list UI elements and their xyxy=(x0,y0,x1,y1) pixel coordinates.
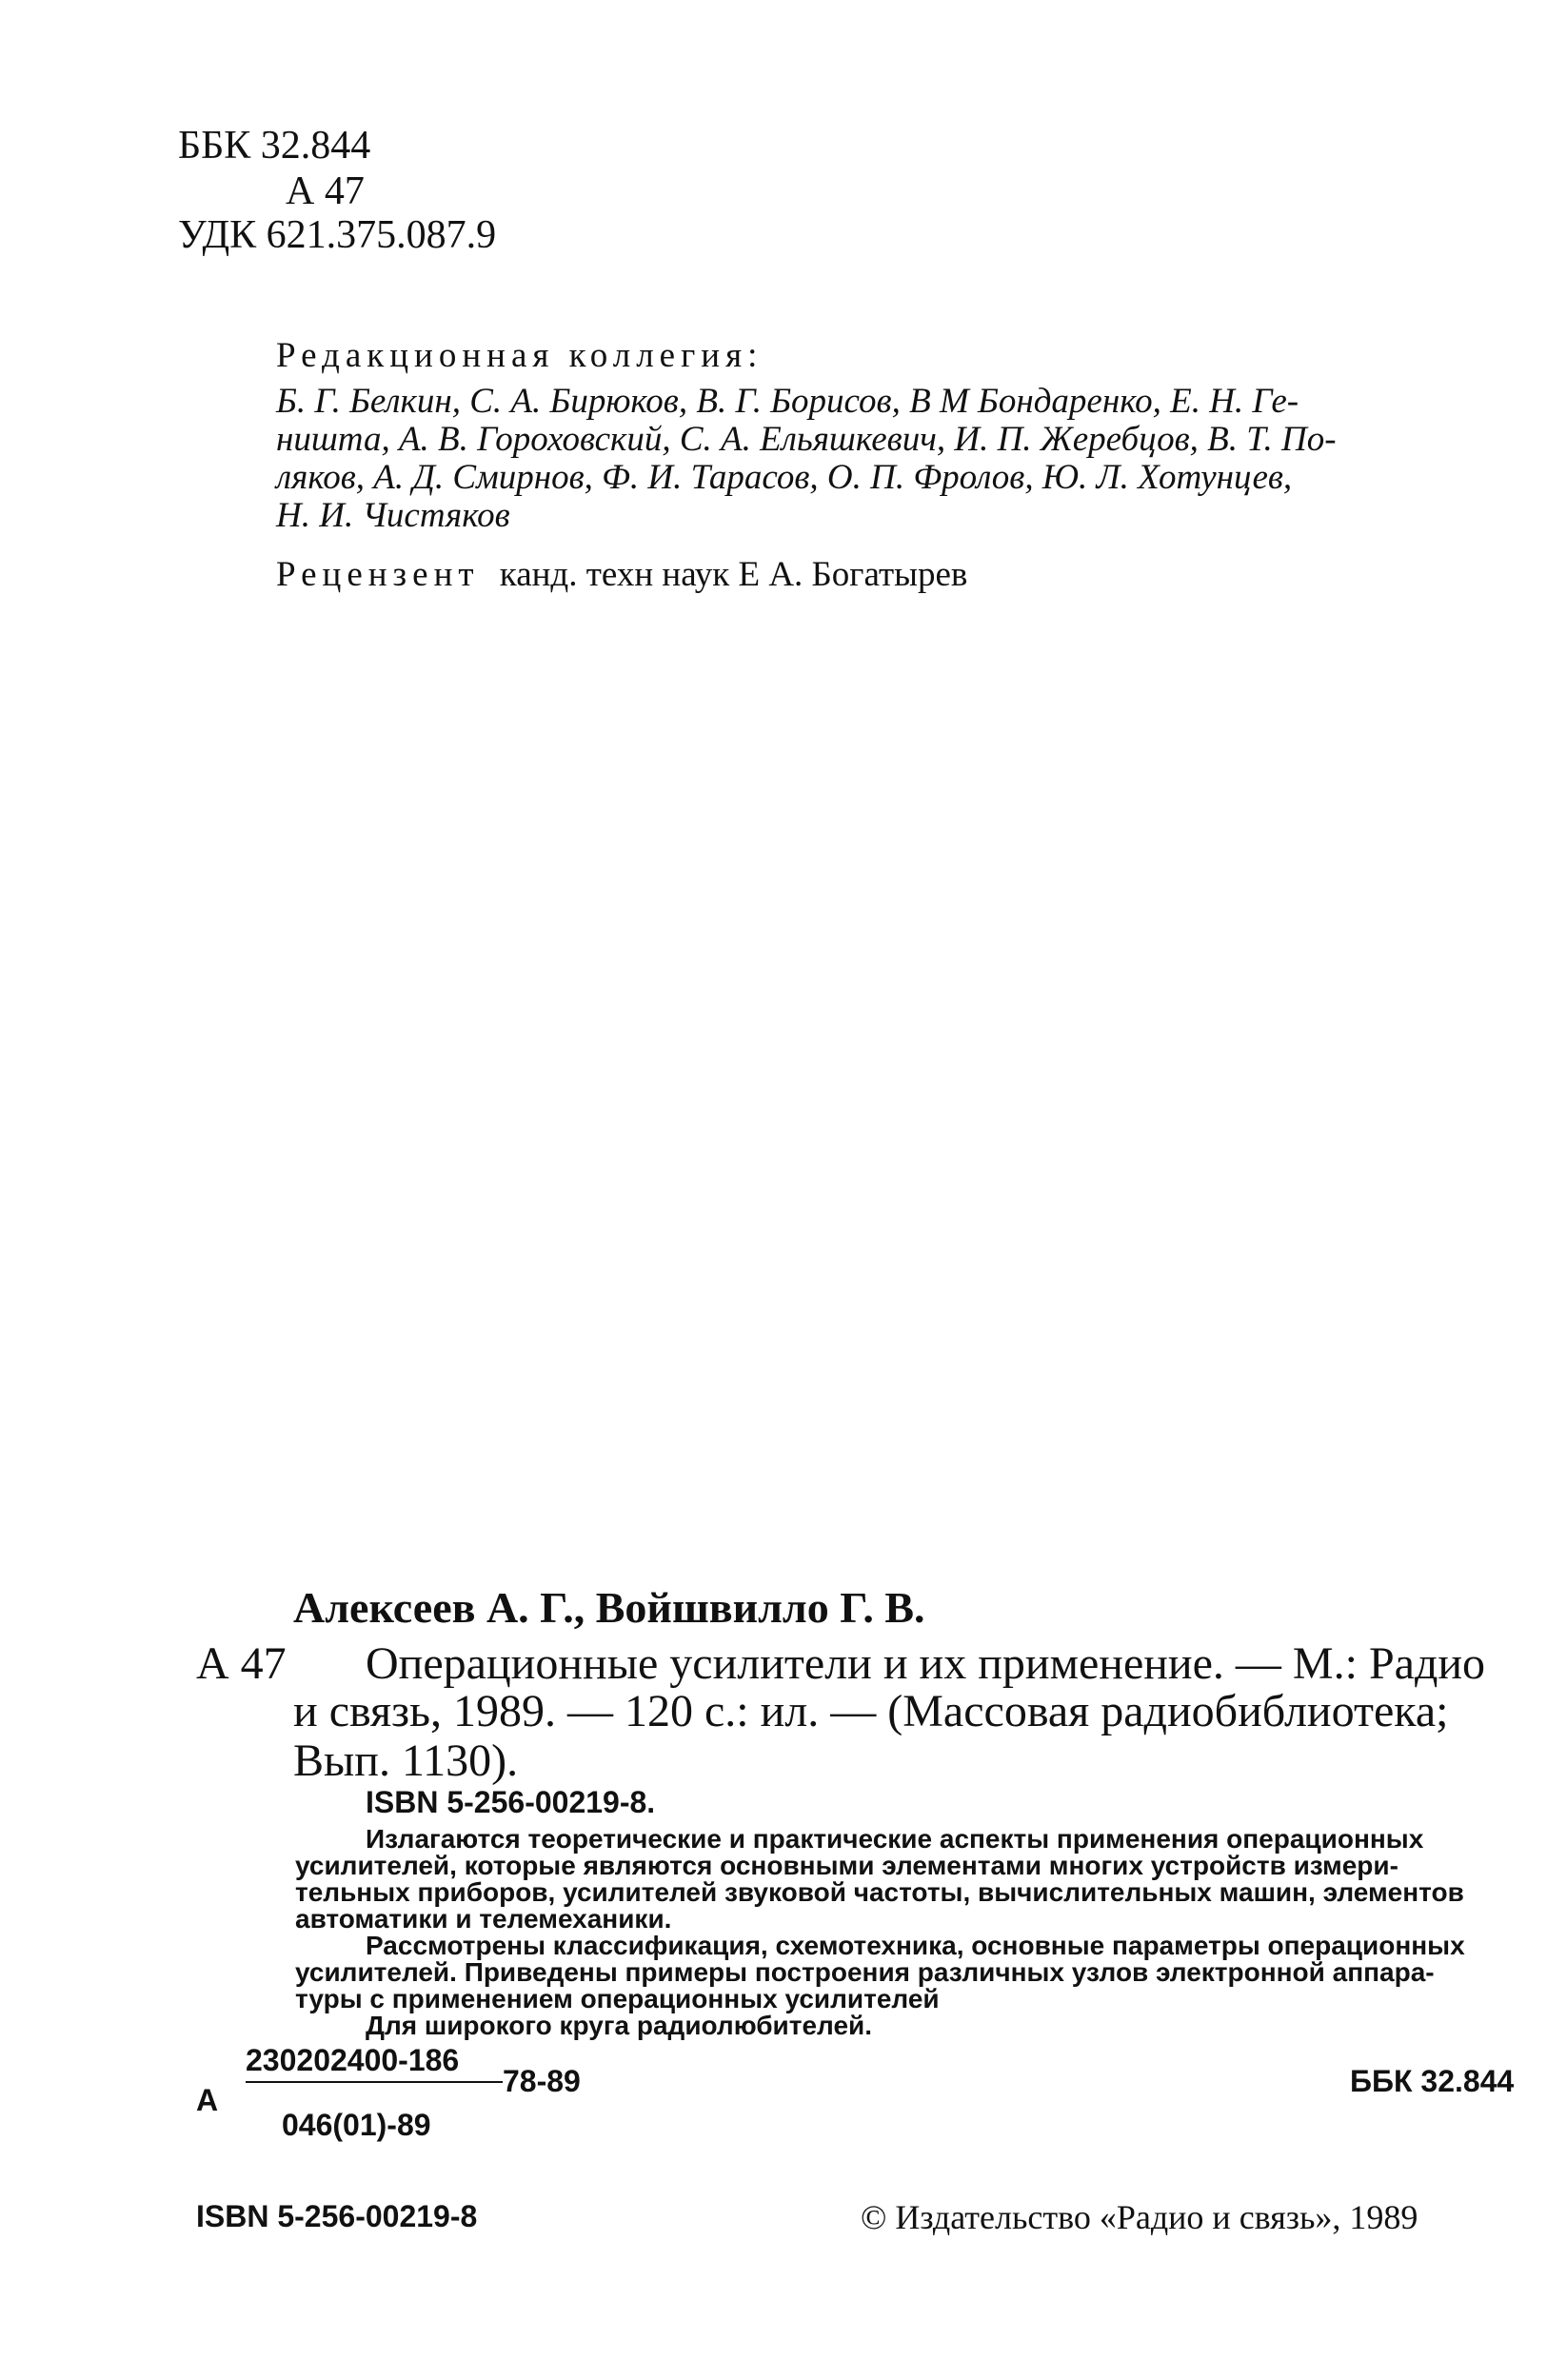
editorial-board-line: ляков, А. Д. Смирнов, Ф. И. Тарасов, О. П. Фролов, Ю. Л. Хотунцев, xyxy=(276,458,1293,497)
editorial-board-heading: Редакционная коллегия: xyxy=(276,336,764,375)
catalog-index: А 47 xyxy=(196,1638,287,1689)
annotation-line: туры с применением операционных усилителей xyxy=(295,1984,940,2013)
author-index-code: А 47 xyxy=(286,169,365,213)
bbk-code: ББК 32.844 xyxy=(178,124,371,168)
book-description-line: Операционные усилители и их применение. — М.: Радио xyxy=(366,1638,1486,1689)
editorial-board-line: Б. Г. Белкин, С. А. Бирюков, В. Г. Борисов, В М Бондаренко, Е. Н. Ге- xyxy=(276,382,1299,421)
annotation-line: Для широкого круга радиолюбителей. xyxy=(366,2011,873,2040)
udk-code: УДК 621.375.087.9 xyxy=(178,213,497,257)
book-authors: Алексеев А. Г., Войшвилло Г. В. xyxy=(293,1583,925,1632)
reviewer-name: канд. техн наук Е А. Богатырев xyxy=(499,555,968,594)
copyright-notice: © Издательство «Радио и связь», 1989 xyxy=(861,2198,1418,2236)
fraction-bar xyxy=(246,2081,503,2083)
reviewer-label: Рецензент xyxy=(276,555,480,594)
annotation-line: усилителей, которые являются основными элементами многих устройств измери- xyxy=(295,1851,1398,1880)
book-description-line: и связь, 1989. — 120 с.: ил. — (Массовая радиобиблиотека; xyxy=(293,1686,1449,1736)
footer-isbn: ISBN 5-256-00219-8 xyxy=(196,2199,478,2233)
code-denominator: 046(01)-89 xyxy=(282,2108,431,2142)
book-isbn: ISBN 5-256-00219-8. xyxy=(366,1785,656,1819)
editorial-board-line: ништа, А. В. Гороховский, С. А. Ельяшкевич, И. П. Жеребцов, В. Т. По- xyxy=(276,420,1337,459)
code-letter: А xyxy=(196,2083,219,2117)
catalog-bbk-code: ББК 32.844 xyxy=(1350,2064,1515,2098)
code-suffix: 78-89 xyxy=(503,2064,581,2098)
reviewer-line xyxy=(276,554,967,595)
book-description-line: Вып. 1130). xyxy=(293,1735,519,1786)
annotation-line: усилителей. Приведены примеры построения различных узлов электронной аппара- xyxy=(295,1957,1435,1987)
annotation-line: автоматики и телемеханики. xyxy=(295,1904,672,1934)
editorial-board-line: Н. И. Чистяков xyxy=(276,496,510,535)
code-numerator: 230202400-186 xyxy=(246,2043,460,2077)
annotation-line: тельных приборов, усилителей звуковой частоты, вычислительных машин, элементов xyxy=(295,1877,1464,1907)
annotation-line: Излагаются теоретические и практические аспекты применения операционных xyxy=(366,1824,1424,1854)
annotation-line: Рассмотрены классификация, схемотехника, основные параметры операционных xyxy=(366,1931,1465,1960)
